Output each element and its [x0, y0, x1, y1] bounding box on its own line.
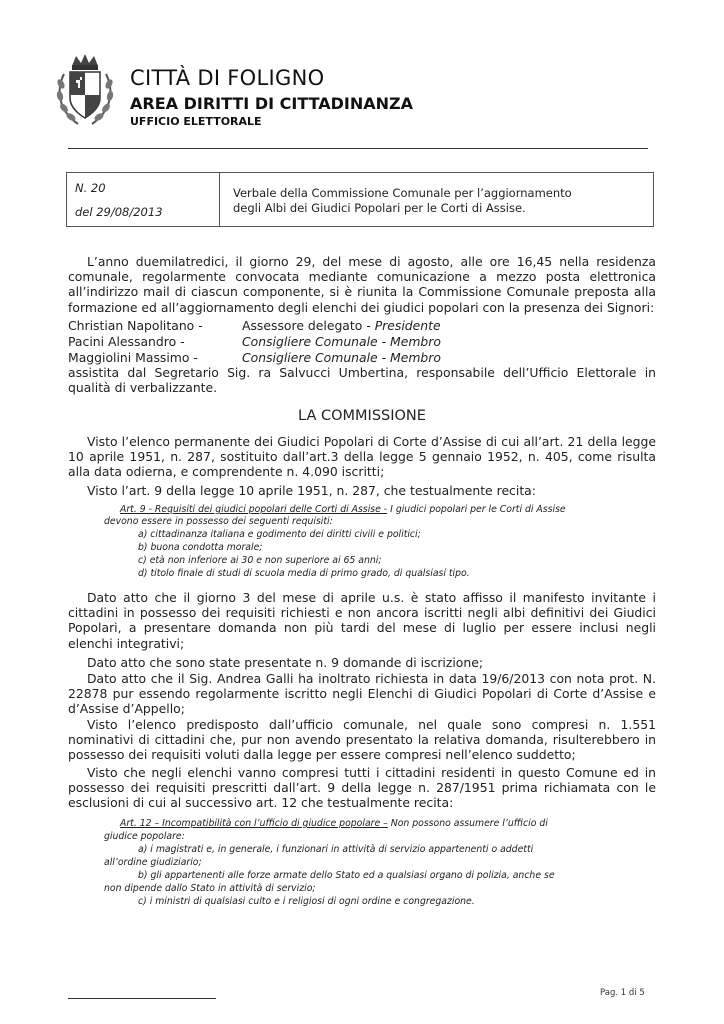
art9-item: c) età non inferiore ai 30 e non superiore ai 65 anni; — [138, 555, 382, 566]
visto-paragraph-3: Visto l’elenco predisposto dall’ufficio comunale, nel quale sono compresi n. 1.551 nominativi di cittadini che, pur non avendo presentato la relativa domanda, risulterebbero in possesso dei requisiti voluti dalla legge per essere compresi nell’elenco suddetto; — [68, 717, 656, 763]
header-divider — [68, 148, 648, 149]
art12-text: giudice popolare: — [104, 831, 185, 842]
dato-paragraph-2: Dato atto che sono state presentate n. 9 domande di iscrizione; — [87, 655, 484, 670]
art12-item: non dipende dallo Stato in attività di servizio; — [104, 883, 316, 894]
art12-heading: Art. 12 – Incompatibilità con l’ufficio di giudice popolare – — [120, 818, 388, 829]
art12-item: b) gli appartenenti alle forze armate dello Stato ed a qualsiasi organo di polizia, anche se — [138, 870, 555, 881]
document-title-line-2: degli Albi dei Giudici Popolari per le Corti di Assise. — [233, 201, 526, 215]
document-reference-box — [66, 172, 654, 227]
footnote-rule — [68, 998, 216, 999]
art12-quote — [104, 818, 622, 914]
dato-paragraph-3: Dato atto che il Sig. Andrea Galli ha inoltrato richiesta in data 19/6/2013 con nota prot. N. 22878 pur essendo regolarmente iscritto negli Elenchi di Giudici Popolari di Corte d’Assise e d’Assise d’Appello; — [68, 671, 656, 717]
office-name: UFFICIO ELETTORALE — [130, 115, 262, 128]
member-role: Consigliere Comunale - Membro — [242, 350, 441, 365]
page-number: Pag. 1 di 5 — [600, 988, 645, 998]
assisted-paragraph: assistita dal Segretario Sig. ra Salvucci Umbertina, responsabile dell’Ufficio Elettorale in qualità di verbalizzante. — [68, 365, 656, 396]
city-crest-logo — [54, 52, 116, 130]
art9-text: devono essere in possesso dei seguenti requisiti: — [104, 516, 333, 527]
member-name: Maggiolini Massimo - — [68, 350, 198, 365]
member-name: Christian Napolitano - — [68, 318, 203, 333]
visto-paragraph-4: Visto che negli elenchi vanno compresi tutti i cittadini residenti in questo Comune ed in possesso dei requisiti prescritti dall’art. 9 della legge n. 287/1951 prima richiamata con le esclusioni di cui al successivo art. 12 che testualmente recita: — [68, 765, 656, 811]
art9-first-line: Art. 9 - Requisiti dei giudici popolari delle Corti di Assise - I giudici popolari per le Corti di Assise — [120, 504, 566, 515]
member-name: Pacini Alessandro - — [68, 334, 185, 349]
dato-paragraph-1: Dato atto che il giorno 3 del mese di aprile u.s. è stato affisso il manifesto invitante i cittadini in possesso dei requisiti richiesti e non ancora iscritti negli albi definitivi dei Giudici Popolari, a presentare domanda non più tardi del mese di luglio per essere inclusi negli elenchi integrativi; — [68, 590, 656, 651]
art12-item: a) i magistrati e, in generale, i funzionari in attività di servizio appartenenti o addetti — [138, 844, 534, 855]
art12-item: c) i ministri di qualsiasi culto e i religiosi di ogni ordine e congregazione. — [138, 896, 475, 907]
document-date: del 29/08/2013 — [75, 205, 163, 219]
reference-box-divider — [219, 173, 220, 226]
department-name: AREA DIRITTI DI CITTADINANZA — [130, 94, 414, 113]
visto-paragraph-2: Visto l’art. 9 della legge 10 aprile 1951, n. 287, che testualmente recita: — [87, 483, 536, 498]
visto-paragraph-1: Visto l’elenco permanente dei Giudici Popolari di Corte d’Assise di cui all’art. 21 della legge 10 aprile 1951, n. 287, sostituito dall’art.3 della legge 5 gennaio 1952, n. 405, come risulta alla data odierna, e comprendente n. 4.090 iscritti; — [68, 434, 656, 480]
document-number: N. 20 — [75, 181, 106, 195]
art9-item: b) buona condotta morale; — [138, 542, 263, 553]
art9-heading: Art. 9 - Requisiti dei giudici popolari delle Corti di Assise - — [120, 504, 388, 515]
art9-quote — [104, 504, 624, 584]
art9-item: d) titolo finale di studi di scuola media di primo grado, di qualsiasi tipo. — [138, 568, 470, 579]
art12-item: all’ordine giudiziario; — [104, 857, 202, 868]
document-title-line-1: Verbale della Commissione Comunale per l’aggiornamento — [233, 186, 572, 200]
art12-first-line: Art. 12 – Incompatibilità con l’ufficio di giudice popolare – Non possono assumere l’ufficio di — [120, 818, 548, 829]
member-role: Assessore delegato - Presidente — [242, 318, 441, 333]
member-role: Consigliere Comunale - Membro — [242, 334, 441, 349]
intro-paragraph: L’anno duemilatredici, il giorno 29, del mese di agosto, alle ore 16,45 nella residenza comunale, regolarmente convocata mediante comunicazione a mezzo posta elettronica all’indirizzo mail di ciascun componente, si è riunita la Commissione Comunale preposta alla formazione ed all’aggiornamento degli elenchi dei giudici popolari con la presenza dei Signori: — [68, 254, 656, 315]
city-name: CITTÀ DI FOLIGNO — [130, 66, 325, 90]
art9-item: a) cittadinanza italiana e godimento dei diritti civili e politici; — [138, 529, 421, 540]
section-heading: LA COMMISSIONE — [298, 408, 426, 424]
